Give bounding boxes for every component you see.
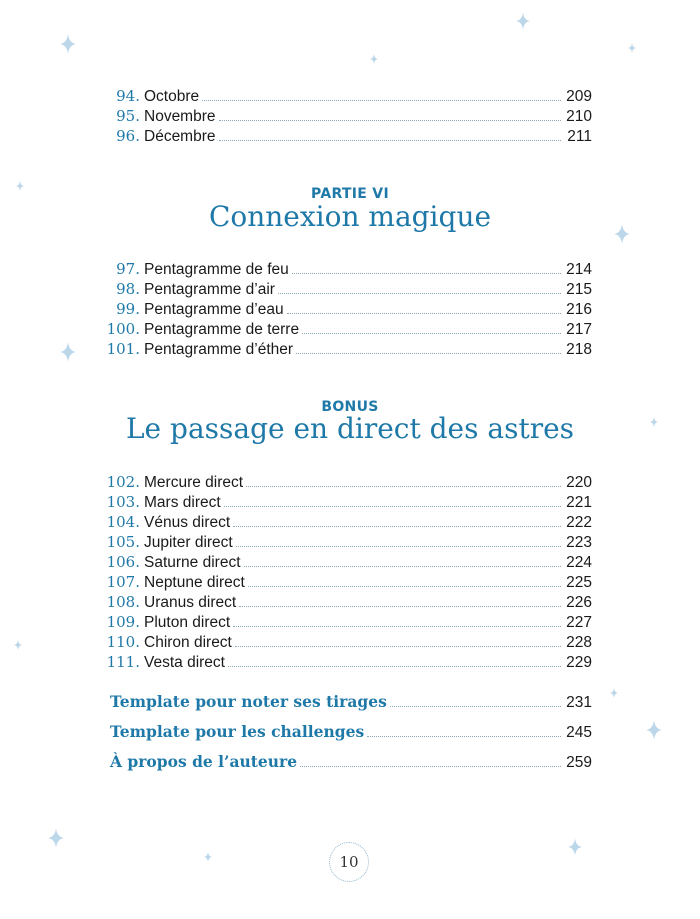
entry-title: Mars direct [144,494,221,511]
sparkle-icon [48,828,64,848]
entry-number: 111. [106,653,140,671]
entry-number: 109. [106,613,140,631]
section-title: Connexion magique [208,200,492,233]
entry-page: 214 [566,261,592,278]
toc-entry[interactable] [100,106,592,126]
dot-leader [246,485,561,487]
section-label: BONUS [321,399,379,415]
entry-title: Pentagramme de terre [144,321,300,338]
dot-leader [367,735,561,737]
extra-page: 231 [566,694,592,711]
sparkle-icon [14,640,22,650]
entry-number: 107. [106,573,140,591]
entry-title: Jupiter direct [144,534,233,551]
entry-page: 222 [566,514,592,531]
dot-leader [224,505,561,507]
toc-extra[interactable] [110,752,592,772]
sparkle-icon [204,852,212,862]
entry-number: 106. [106,553,140,571]
entry-page: 224 [566,554,592,571]
extra-page: 245 [566,724,592,741]
toc-entry[interactable] [100,339,592,359]
entry-page: 223 [566,534,592,551]
toc-entry[interactable] [100,512,592,532]
dot-leader [239,605,561,607]
dot-leader [292,272,561,274]
sparkle-icon [610,688,618,698]
toc-entry[interactable] [100,259,592,279]
entry-page: 227 [566,614,592,631]
entry-number: 97. [116,260,140,278]
entry-number: 96. [116,127,140,145]
dot-leader [233,525,561,527]
toc-extra[interactable] [110,692,592,712]
entry-page: 221 [566,494,592,511]
entry-title: Pentagramme d’éther [144,341,294,358]
entry-page: 210 [566,108,592,125]
entry-number: 99. [116,300,140,318]
dot-leader [287,312,561,314]
entry-number: 101. [106,340,140,358]
toc-entry[interactable] [100,126,592,146]
entry-title: Neptune direct [144,574,245,591]
dot-leader [236,545,561,547]
entry-page: 225 [566,574,592,591]
dot-leader [233,625,561,627]
dot-leader [228,665,561,667]
dot-leader [300,765,561,767]
dot-leader [219,119,562,121]
toc-entry[interactable] [100,279,592,299]
entry-number: 100. [106,320,140,338]
entry-page: 229 [566,654,592,671]
toc-entry[interactable] [100,632,592,652]
sparkle-icon [568,838,582,856]
extra-title: Template pour noter ses tirages [110,692,387,711]
entry-title: Décembre [144,128,216,145]
entry-page: 216 [566,301,592,318]
toc-entry[interactable] [100,552,592,572]
entry-title: Chiron direct [144,634,232,651]
sparkle-icon [60,34,76,54]
toc-entry[interactable] [100,612,592,632]
dot-leader [302,332,561,334]
entry-title: Vénus direct [144,514,231,531]
dot-leader [235,645,561,647]
entry-number: 95. [116,107,140,125]
entry-number: 94. [116,87,140,105]
extra-title: Template pour les challenges [110,722,365,741]
toc-entry[interactable] [100,652,592,672]
entry-title: Pentagramme d’air [144,281,275,298]
toc-entry[interactable] [100,299,592,319]
entry-page: 211 [567,128,592,145]
page-number: 10 [329,842,369,882]
toc-entry[interactable] [100,319,592,339]
entry-page: 226 [566,594,592,611]
dot-leader [202,99,561,101]
entry-number: 105. [106,533,140,551]
dot-leader [219,139,562,141]
toc-entry[interactable] [100,86,592,106]
entry-title: Pentagramme d’eau [144,301,284,318]
dot-leader [296,352,561,354]
entry-page: 228 [566,634,592,651]
entry-number: 103. [106,493,140,511]
sparkle-icon [646,720,662,740]
entry-title: Novembre [144,108,216,125]
entry-title: Pentagramme de feu [144,261,289,278]
entry-page: 215 [566,281,592,298]
extra-page: 259 [566,754,592,771]
toc-entry[interactable] [100,592,592,612]
entry-number: 102. [106,473,140,491]
sparkle-icon [516,12,530,30]
entry-page: 218 [566,341,592,358]
dot-leader [244,565,562,567]
entry-number: 104. [106,513,140,531]
toc-extra[interactable] [110,722,592,742]
dot-leader [248,585,561,587]
entry-title: Pluton direct [144,614,231,631]
entry-title: Saturne direct [144,554,241,571]
sparkle-icon [60,342,76,362]
sparkle-icon [370,54,378,64]
entry-page: 220 [566,474,592,491]
entry-number: 110. [106,633,140,651]
toc-entry[interactable] [100,532,592,552]
dot-leader [278,292,561,294]
section-label: PARTIE VI [311,186,389,202]
section-title: Le passage en direct des astres [125,412,575,445]
entry-title: Octobre [144,88,200,105]
toc-entry[interactable] [100,572,592,592]
extra-title: À propos de l’auteure [110,752,298,771]
toc-entry[interactable] [100,472,592,492]
entry-page: 217 [566,321,592,338]
entry-page: 209 [566,88,592,105]
entry-number: 108. [106,593,140,611]
toc-entry[interactable] [100,492,592,512]
dot-leader [390,705,561,707]
entry-title: Uranus direct [144,594,237,611]
entry-number: 98. [116,280,140,298]
entry-title: Mercure direct [144,474,244,491]
entry-title: Vesta direct [144,654,225,671]
sparkle-icon [628,43,636,53]
